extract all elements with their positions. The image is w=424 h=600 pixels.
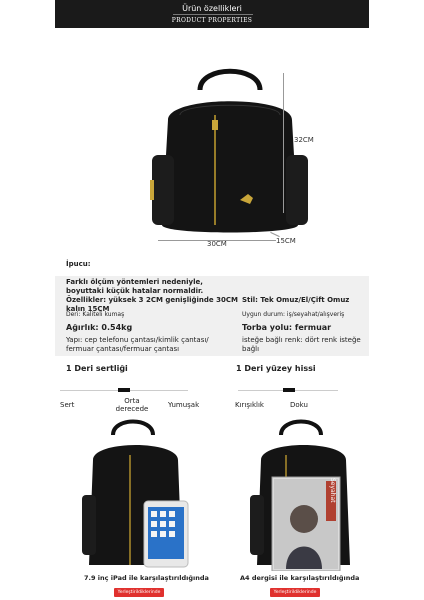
- surface-label-wrinkle: Kırışıklık: [235, 401, 264, 409]
- spec-strap: isteğe bağlı renk: dört renk isteğe bağlı: [242, 336, 361, 353]
- dim-height-line: [283, 73, 284, 213]
- surface-title: 1 Deri yüzey hissi: [236, 364, 316, 373]
- hardness-label-hard: Sert: [60, 401, 75, 409]
- header-title-en: PRODUCT PROPERTIES: [171, 17, 253, 24]
- right-compare-button[interactable]: Yerleştirildiklerinde: [270, 588, 320, 597]
- dim-width: 30CM: [207, 240, 227, 248]
- surface-indicator: [283, 388, 295, 392]
- dim-depth: 15CM: [276, 237, 296, 245]
- left-comparison-caption: 7.9 inç iPad ile karşılaştırıldığında: [84, 574, 209, 582]
- spec-weight: Ağırlık: 0.54kg: [66, 323, 133, 332]
- hardness-label-soft: Yumuşak: [168, 401, 200, 409]
- header-divider: [173, 14, 253, 15]
- surface-label-texture: Doku: [290, 401, 308, 409]
- spec-style: Stil: Tek Omuz/El/Çift Omuz: [242, 296, 350, 304]
- backpack-ipad-comparison-image: [78, 415, 198, 571]
- spec-usage: Uygun durum: iş/seyahat/alışveriş: [242, 311, 345, 318]
- tip-heading: İpucu:: [66, 260, 91, 268]
- properties-header: [55, 0, 369, 28]
- spec-leather: Deri: Kaliteli kumaş: [66, 311, 125, 318]
- hardness-indicator: [118, 388, 130, 392]
- magazine-title: Seyahat: [329, 478, 336, 503]
- hardness-title: 1 Deri sertliği: [66, 364, 128, 373]
- right-comparison-caption: A4 dergisi ile karşılaştırıldığında: [240, 574, 360, 582]
- dim-height: 32CM: [294, 136, 314, 144]
- left-compare-button[interactable]: Yerleştirildiklerinde: [114, 588, 164, 597]
- spec-bag-type: Torba yolu: fermuar: [242, 323, 332, 332]
- spec-structure: Yapı: cep telefonu çantası/kimlik çantası/ fermuar çantası/fermuar çantası: [66, 336, 209, 353]
- backpack-magazine-comparison-image: [246, 415, 366, 571]
- header-title-tr: Ürün özellikleri: [182, 4, 242, 13]
- backpack-main-image: [140, 60, 320, 250]
- hardness-label-medium: Orta derecede: [115, 397, 149, 413]
- tip-text: Farklı ölçüm yöntemleri nedeniyle, boyuttaki küçük hatalar normaldir. Özellikler: yüksek 3 2CM genişliğinde 30CM kalın 15CM: [66, 278, 238, 313]
